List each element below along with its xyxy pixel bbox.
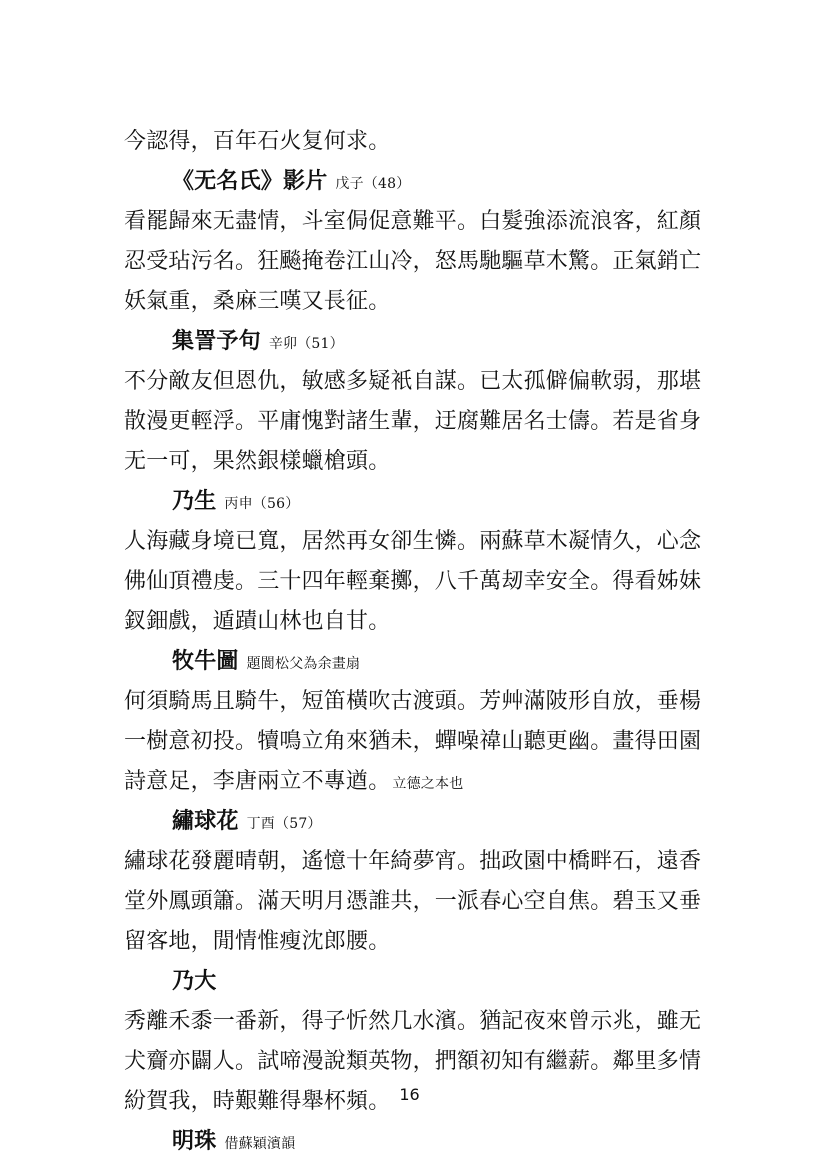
poem-title — [124, 162, 724, 202]
poem-title-note: 借蘇穎濱韻 — [224, 1136, 296, 1152]
text-line: 佛仙頂禮虔。三十四年輕棄擲，八千萬刼幸安全。得看姊妹 — [124, 569, 702, 594]
poem-title — [124, 482, 724, 522]
text-line: 妖氣重，桑麻三嘆又長征。 — [124, 289, 391, 314]
poem-title-text: 乃大 — [172, 969, 217, 994]
text-line: 留客地，閒情惟瘦沈郎腰。 — [124, 929, 391, 954]
text-line: 不分敵友但恩仇，敏感多疑衹自謀。已太孤僻偏軟弱，那堪 — [124, 369, 702, 394]
poem-title — [124, 802, 724, 842]
text-line: 今認得，百年石火复何求。 — [124, 129, 391, 154]
text-line: 犬齎亦闢人。試啼漫說類英物，捫額初知有繼薪。鄰里多情 — [124, 1049, 702, 1074]
poem-title-text: 集詈予句 — [172, 329, 261, 354]
poem-title-text: 明珠 — [172, 1129, 217, 1154]
poem-title-note: 辛卯（51） — [268, 336, 344, 352]
text-line: 秀離禾黍一番新，得子忻然几水濱。猶記夜來曾示兆，雖无 — [124, 1009, 702, 1034]
text-line: 散漫更輕浮。平庸愧對諸生輩，迂腐難居名士儔。若是省身 — [124, 409, 702, 434]
poem-title-note: 題閬松父為余畫扇 — [246, 656, 361, 672]
poem-title-text: 乃生 — [172, 489, 217, 514]
text-line: 堂外鳳頭簫。滿天明月憑誰共，一派春心空自焦。碧玉又垂 — [124, 889, 702, 914]
poem-title-note: 丁酉（57） — [246, 816, 322, 832]
poem-title — [124, 642, 724, 682]
text-line: 一樹意初投。犢鳴立角來猶未，蟬噪禕山聽更幽。畫得田園 — [124, 729, 702, 754]
text-line: 人海藏身境已寬，居然再女卻生憐。兩蘇草木凝情久，心念 — [124, 529, 702, 554]
text-line: 看罷歸來无盡情，斗室侷促意難平。白髮強添流浪客，紅顏 — [124, 209, 702, 234]
inline-annotation: 立德之本也 — [392, 776, 464, 792]
text-line — [124, 762, 724, 802]
page-number: 16 — [399, 1085, 420, 1104]
poem-title-note: 戊子（48） — [335, 176, 411, 192]
poem-title-note: 丙申（56） — [224, 496, 300, 512]
poem-title — [124, 322, 724, 362]
poem-title-text: 牧牛圖 — [172, 649, 239, 674]
poem-title-text: 繡球花 — [172, 809, 239, 834]
text-line: 紛賀我，時艱難得舉杯頻。 — [124, 1089, 391, 1114]
text-line: 繡球花發麗晴朝，遙憶十年綺夢宵。拙政園中橋畔石，遠香 — [124, 849, 702, 874]
poem-title — [124, 1122, 724, 1162]
poem-title-text: 《无名氏》影片 — [172, 169, 328, 194]
text-line: 忍受玷污名。狂飈掩卷江山冷，怒馬馳驅草木驚。正氣銷亡 — [124, 249, 702, 274]
poem-content — [124, 122, 724, 1162]
poem-title — [124, 962, 724, 1002]
text-line: 无一可，果然銀樣蠟槍頭。 — [124, 449, 391, 474]
text-line: 釵鈿戲，遁蹟山林也自甘。 — [124, 609, 391, 634]
text-line-body: 詩意足，李唐兩立不專遒。 — [124, 769, 391, 794]
text-line: 何須騎馬且騎牛，短笛橫吹古渡頭。芳艸滿陂形自放，垂楊 — [124, 689, 702, 714]
